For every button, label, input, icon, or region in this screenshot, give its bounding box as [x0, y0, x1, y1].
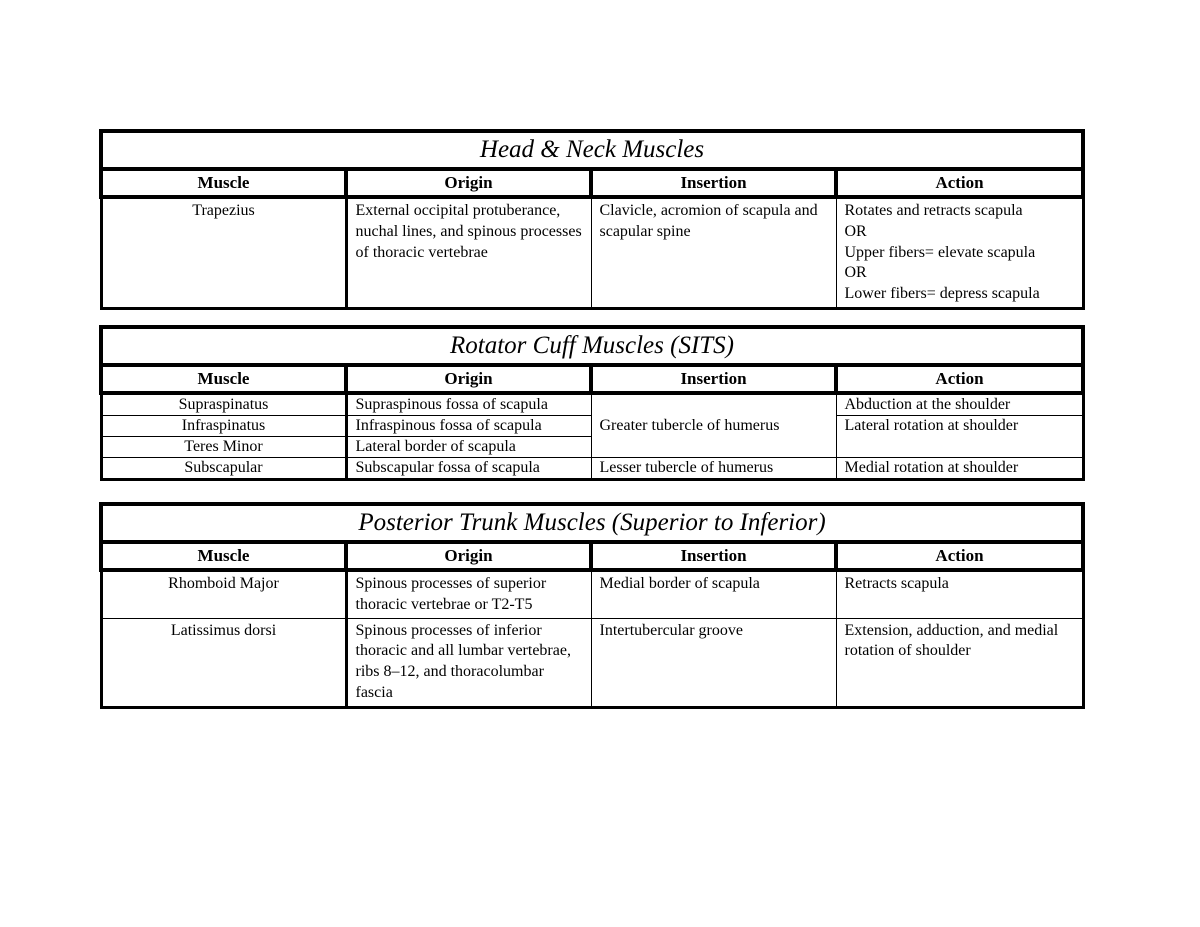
action-line: OR — [844, 264, 867, 282]
insertion-cell: Medial border of scapula — [591, 570, 836, 618]
action-line: Upper fibers= elevate scapula — [844, 243, 1036, 261]
muscle-cell: Rhomboid Major — [101, 570, 346, 618]
head-neck-table — [99, 129, 1085, 310]
origin-cell: Spinous processes of superior thoracic vertebrae or T2-T5 — [346, 570, 591, 618]
column-header-insertion: Insertion — [591, 542, 836, 570]
table-row — [101, 458, 1083, 480]
action-cell: Retracts scapula — [836, 570, 1083, 618]
column-header-origin: Origin — [346, 365, 591, 393]
column-header-muscle: Muscle — [101, 169, 346, 197]
table-row — [101, 393, 1083, 416]
column-header-action: Action — [836, 169, 1083, 197]
action-cell — [836, 197, 1083, 308]
column-header-insertion: Insertion — [591, 169, 836, 197]
action-line: Rotates and retracts scapula — [844, 202, 1023, 219]
origin-cell: Lateral border of scapula — [346, 437, 591, 458]
insertion-cell: Greater tubercle of humerus — [591, 393, 836, 458]
column-header-action: Action — [836, 542, 1083, 570]
muscle-cell: Latissimus dorsi — [101, 618, 346, 707]
muscle-cell: Trapezius — [101, 197, 346, 308]
table-row — [101, 618, 1083, 707]
origin-cell: Infraspinous fossa of scapula — [346, 416, 591, 437]
table-row — [101, 197, 1083, 308]
rotator-cuff-table — [99, 325, 1085, 481]
origin-cell: Supraspinous fossa of scapula — [346, 393, 591, 416]
table-title: Head & Neck Muscles — [101, 131, 1083, 169]
insertion-cell: Lesser tubercle of humerus — [591, 458, 836, 480]
table-title: Rotator Cuff Muscles (SITS) — [101, 327, 1083, 365]
table-title: Posterior Trunk Muscles (Superior to Inferior) — [101, 504, 1083, 542]
column-header-origin: Origin — [346, 169, 591, 197]
action-line: Lower fibers= depress scapula — [844, 285, 1040, 303]
action-line: OR — [844, 222, 867, 240]
column-header-muscle: Muscle — [101, 542, 346, 570]
insertion-cell: Clavicle, acromion of scapula and scapular spine — [591, 197, 836, 308]
muscle-cell: Subscapular — [101, 458, 346, 480]
column-header-muscle: Muscle — [101, 365, 346, 393]
action-cell: Extension, adduction, and medial rotation of shoulder — [836, 618, 1083, 707]
column-header-origin: Origin — [346, 542, 591, 570]
origin-cell: Spinous processes of inferior thoracic and all lumbar vertebrae, ribs 8–12, and thoracolumbar fascia — [346, 618, 591, 707]
origin-cell: Subscapular fossa of scapula — [346, 458, 591, 480]
table-row — [101, 570, 1083, 618]
column-header-action: Action — [836, 365, 1083, 393]
origin-cell: External occipital protuberance, nuchal lines, and spinous processes of thoracic vertebrae — [346, 197, 591, 308]
action-cell: Medial rotation at shoulder — [836, 458, 1083, 480]
muscle-cell: Teres Minor — [101, 437, 346, 458]
muscle-cell: Infraspinatus — [101, 416, 346, 437]
muscle-cell: Supraspinatus — [101, 393, 346, 416]
column-header-insertion: Insertion — [591, 365, 836, 393]
posterior-trunk-table — [99, 502, 1085, 709]
action-cell: Lateral rotation at shoulder — [836, 416, 1083, 458]
action-cell: Abduction at the shoulder — [836, 393, 1083, 416]
insertion-cell: Intertubercular groove — [591, 618, 836, 707]
